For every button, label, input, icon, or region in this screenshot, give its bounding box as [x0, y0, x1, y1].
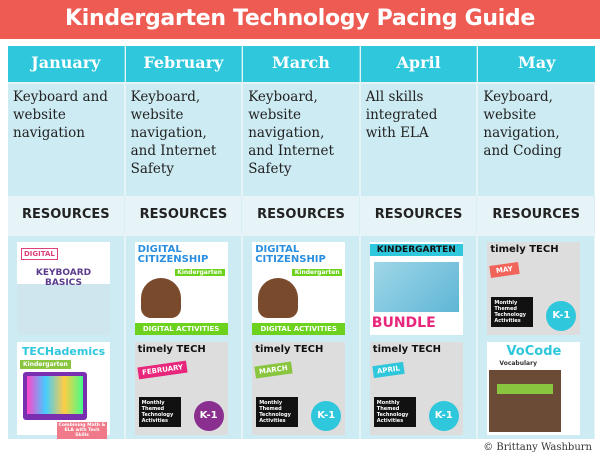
kindergarten-bundle-cover[interactable]: KINDERGARTEN BUNDLE	[370, 242, 463, 335]
description-march: Keyboard, website navigation, and Internet Safety	[243, 82, 360, 196]
copyright: © Brittany Washburn	[483, 442, 592, 453]
timely-tech-april-cover[interactable]: timely TECH APRIL Monthly Themed Technology Activities K-1	[370, 342, 463, 435]
timely-tech-may-cover[interactable]: timely TECH MAY Monthly Themed Technology Activities K-1	[487, 242, 580, 335]
description-february: Keyboard, website navigation, and Internet Safety	[126, 82, 243, 196]
pacing-table	[8, 46, 595, 439]
resources-label: RESOURCES	[478, 196, 595, 234]
month-header-march: March	[243, 46, 360, 82]
resources-label: RESOURCES	[126, 196, 243, 234]
resources-label: RESOURCES	[8, 196, 125, 234]
description-january: Keyboard and website navigation	[8, 82, 125, 196]
resources-label: RESOURCES	[243, 196, 360, 234]
resources-may	[478, 234, 595, 439]
description-may: Keyboard, website navigation, and Coding	[478, 82, 595, 196]
vocode-cover[interactable]: VoCode Vocabulary	[487, 342, 580, 435]
resources-february	[126, 234, 243, 439]
month-header-april: April	[361, 46, 478, 82]
month-header-february: February	[126, 46, 243, 82]
resources-april	[361, 234, 478, 439]
timely-tech-february-cover[interactable]: timely TECH FEBRUARY Monthly Themed Technology Activities K-1	[135, 342, 228, 435]
resources-label: RESOURCES	[361, 196, 478, 234]
description-april: All skills integrated with ELA	[361, 82, 478, 196]
resources-january	[8, 234, 125, 439]
digital-citizenship-cover[interactable]: DIGITAL CITIZENSHIP Kindergarten DIGITAL ACTIVITIES	[135, 242, 228, 335]
month-header-may: May	[478, 46, 595, 82]
keyboard-basics-cover[interactable]: DIGITAL KEYBOARD BASICS	[17, 242, 110, 335]
techademics-cover[interactable]: TECHademics Kindergarten Combining Math & ELA with Tech Skills	[17, 342, 110, 435]
month-header-january: January	[8, 46, 125, 82]
timely-tech-march-cover[interactable]: timely TECH MARCH Monthly Themed Technology Activities K-1	[252, 342, 345, 435]
resources-march	[243, 234, 360, 439]
digital-citizenship-cover[interactable]: DIGITAL CITIZENSHIP Kindergarten DIGITAL ACTIVITIES	[252, 242, 345, 335]
page-title: Kindergarten Technology Pacing Guide	[0, 0, 600, 39]
